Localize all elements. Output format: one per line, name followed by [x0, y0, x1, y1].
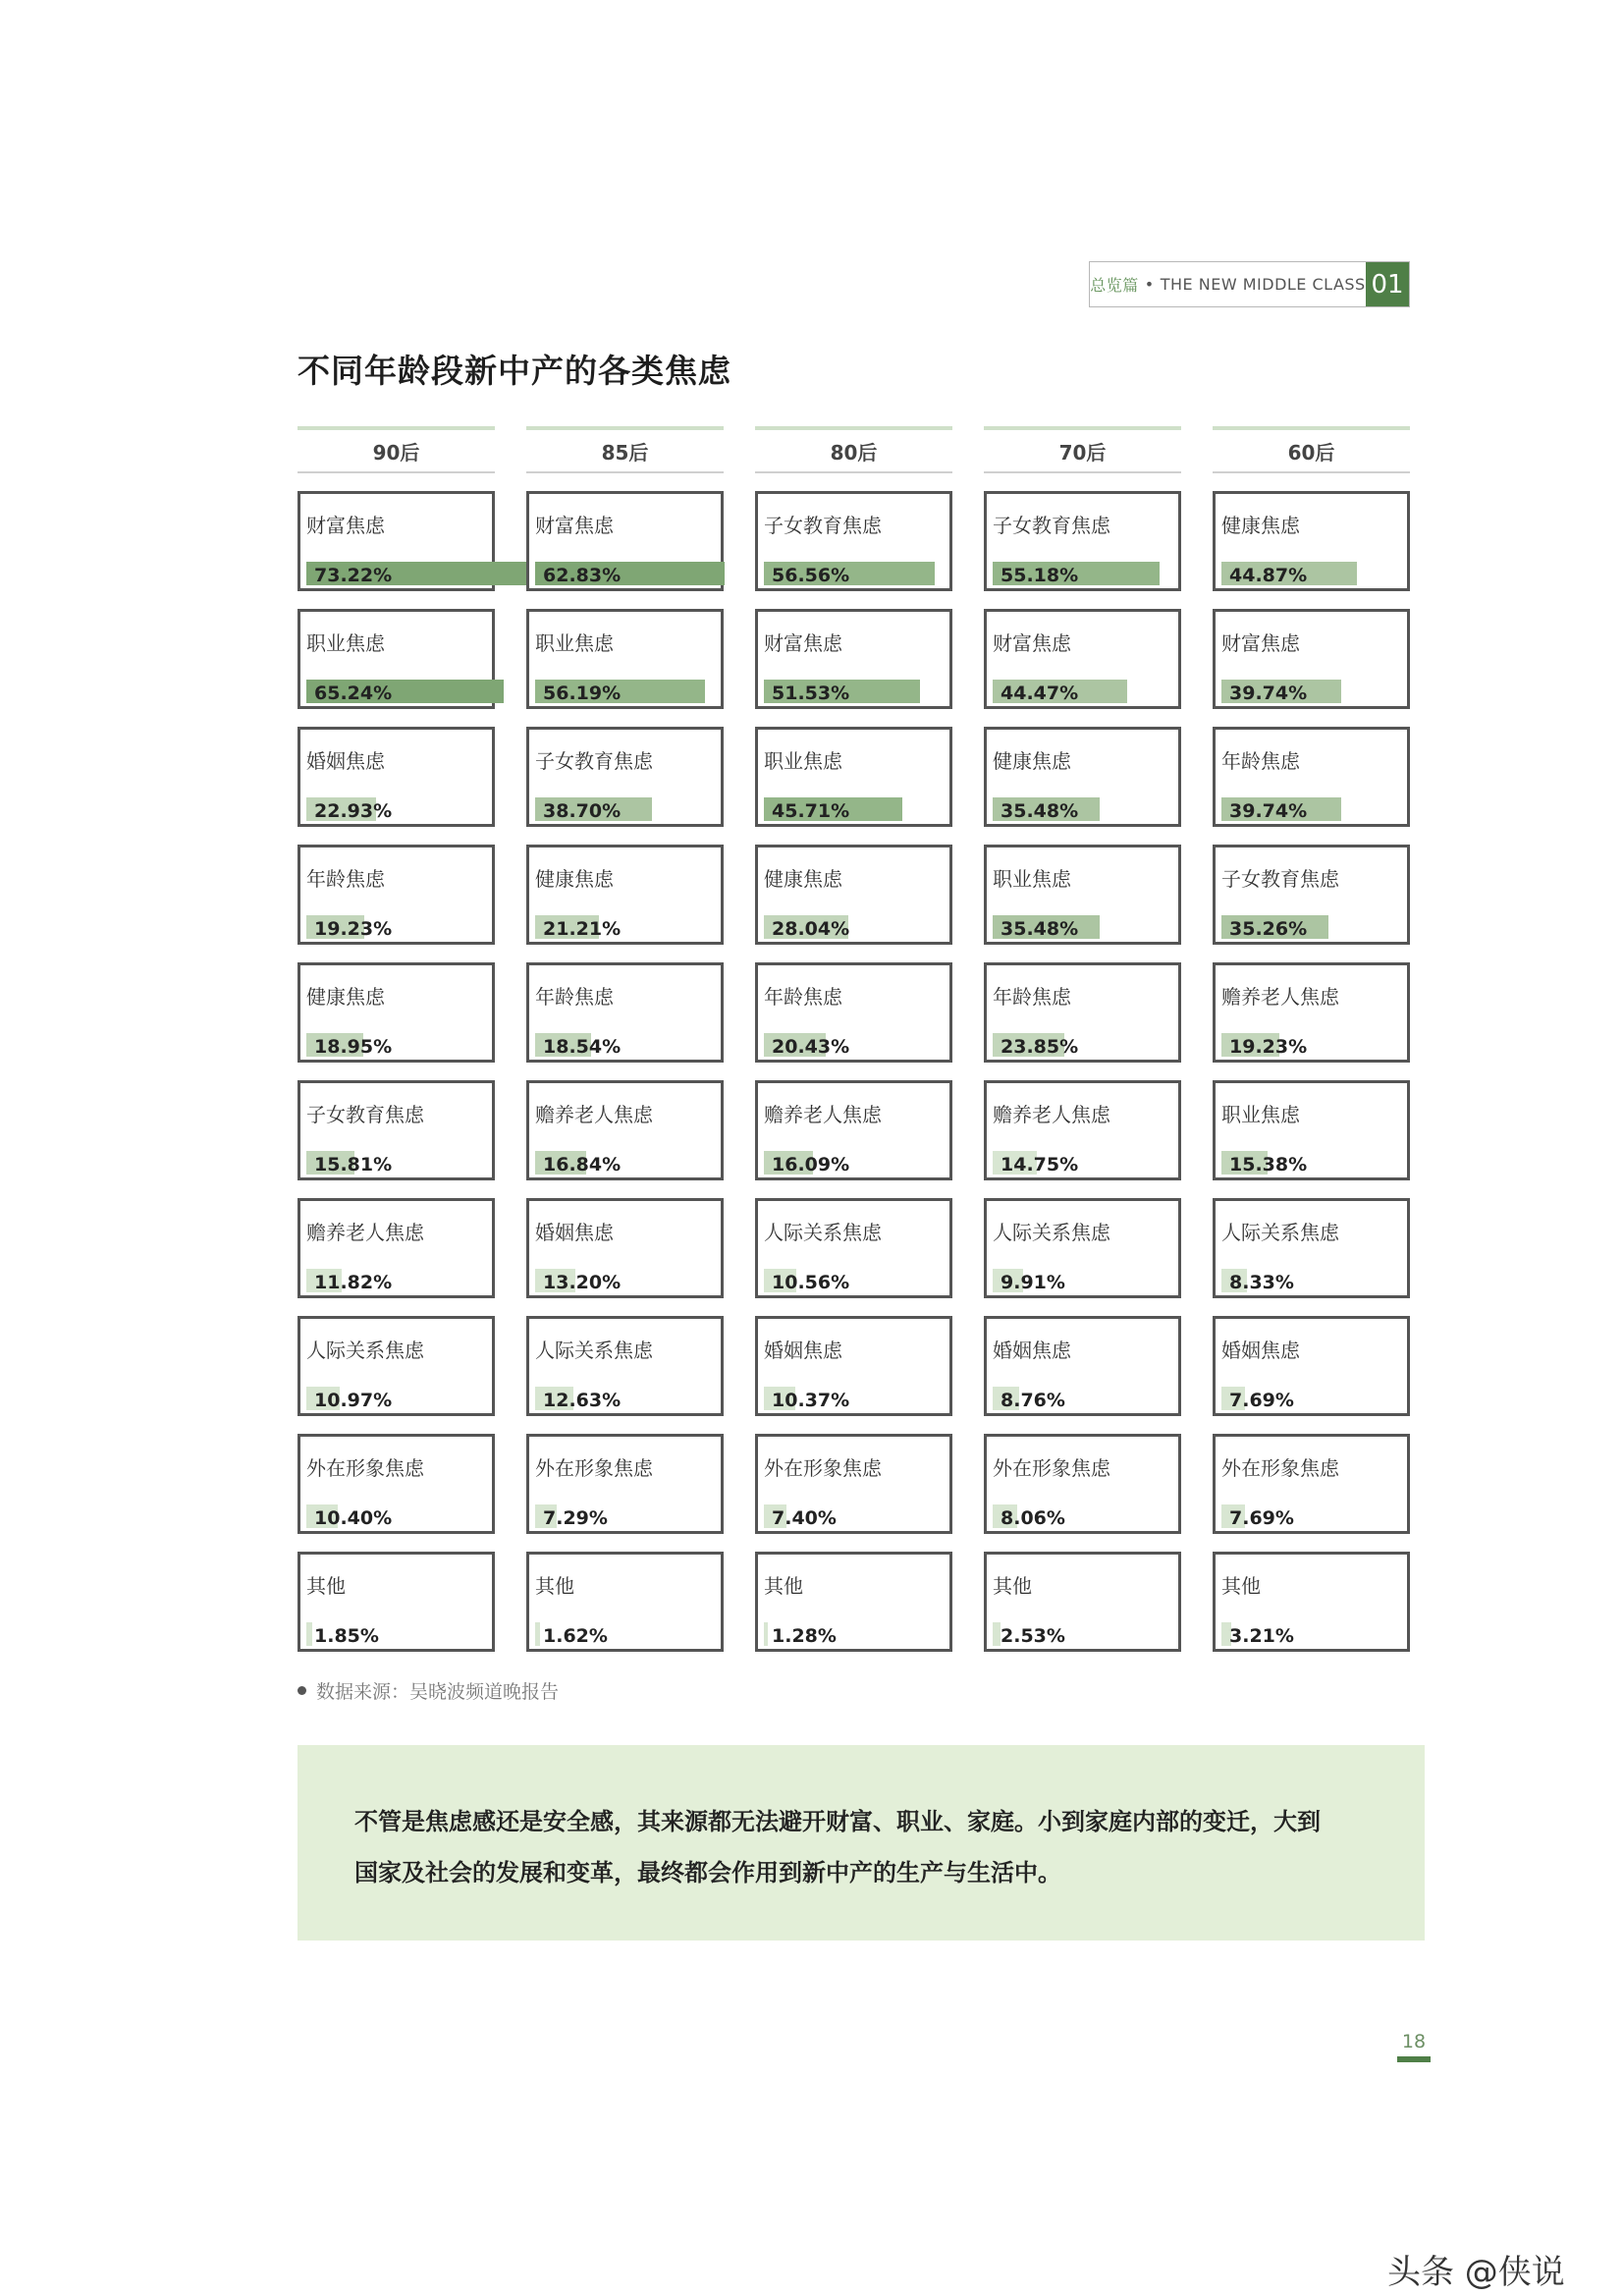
percentage-value: 14.75% [1001, 1154, 1079, 1175]
summary-box [298, 1745, 1425, 1941]
anxiety-label: 婚姻焦虑 [993, 1339, 1071, 1362]
percentage-value: 16.09% [772, 1154, 850, 1175]
anxiety-card [298, 1316, 495, 1416]
anxiety-card [298, 1552, 495, 1652]
anxiety-label: 赡养老人焦虑 [1221, 985, 1339, 1009]
section-subtitle: THE NEW MIDDLE CLASS [1160, 275, 1366, 294]
section-name: 总览篇 [1090, 276, 1139, 295]
anxiety-card [755, 845, 952, 945]
anxiety-label: 赡养老人焦虑 [535, 1103, 653, 1126]
anxiety-card [984, 727, 1181, 827]
anxiety-label: 年龄焦虑 [764, 985, 842, 1009]
percentage-value: 16.84% [543, 1154, 622, 1175]
anxiety-card [755, 1316, 952, 1416]
percentage-value: 19.23% [314, 918, 393, 940]
anxiety-card [526, 491, 724, 591]
percentage-value: 13.20% [543, 1272, 622, 1293]
anxiety-card [755, 491, 952, 591]
chapter-number: 01 [1366, 262, 1409, 306]
anxiety-card [1213, 1552, 1410, 1652]
percentage-value: 45.71% [772, 800, 850, 822]
percentage-value: 38.70% [543, 800, 622, 822]
anxiety-label: 其他 [535, 1574, 574, 1598]
percentage-value: 20.43% [772, 1036, 850, 1058]
percentage-value: 65.24% [314, 683, 393, 704]
anxiety-card [526, 845, 724, 945]
anxiety-label: 其他 [306, 1574, 346, 1598]
anxiety-card [1213, 962, 1410, 1063]
anxiety-label: 外在形象焦虑 [764, 1456, 882, 1480]
anxiety-label: 人际关系焦虑 [1221, 1221, 1339, 1244]
anxiety-card [526, 1552, 724, 1652]
percentage-value: 7.29% [543, 1507, 608, 1529]
anxiety-card [755, 609, 952, 709]
anxiety-card [298, 609, 495, 709]
percentage-value: 56.56% [772, 565, 850, 586]
percentage-bar [306, 1622, 312, 1646]
anxiety-card [298, 845, 495, 945]
percentage-value: 21.21% [543, 918, 622, 940]
anxiety-card [298, 1434, 495, 1534]
anxiety-label: 外在形象焦虑 [1221, 1456, 1339, 1480]
percentage-value: 10.37% [772, 1390, 850, 1411]
bullet-icon [298, 1686, 306, 1695]
percentage-bar [764, 1622, 768, 1646]
percentage-value: 7.40% [772, 1507, 837, 1529]
anxiety-label: 子女教育焦虑 [1221, 867, 1339, 891]
column-header: 60后 [1213, 426, 1410, 473]
anxiety-card [298, 1080, 495, 1180]
anxiety-label: 子女教育焦虑 [764, 514, 882, 537]
anxiety-label: 其他 [993, 1574, 1032, 1598]
anxiety-card [1213, 491, 1410, 591]
summary-line-1: 不管是焦虑感还是安全感，其来源都无法避开财富、职业、家庭。小到家庭内部的变迁，大到 [354, 1808, 1321, 1835]
anxiety-card [526, 962, 724, 1063]
anxiety-label: 赡养老人焦虑 [306, 1221, 424, 1244]
anxiety-card [526, 609, 724, 709]
anxiety-card [1213, 727, 1410, 827]
anxiety-card [526, 727, 724, 827]
percentage-value: 39.74% [1229, 683, 1308, 704]
anxiety-label: 外在形象焦虑 [535, 1456, 653, 1480]
anxiety-label: 年龄焦虑 [535, 985, 614, 1009]
anxiety-card [1213, 845, 1410, 945]
anxiety-card [526, 1080, 724, 1180]
percentage-value: 8.76% [1001, 1390, 1065, 1411]
anxiety-label: 年龄焦虑 [306, 867, 385, 891]
percentage-value: 18.54% [543, 1036, 622, 1058]
percentage-value: 62.83% [543, 565, 622, 586]
anxiety-card [984, 1552, 1181, 1652]
anxiety-label: 财富焦虑 [764, 631, 842, 655]
anxiety-label: 外在形象焦虑 [306, 1456, 424, 1480]
anxiety-label: 财富焦虑 [306, 514, 385, 537]
anxiety-label: 职业焦虑 [764, 749, 842, 773]
anxiety-card [1213, 1080, 1410, 1180]
percentage-value: 3.21% [1229, 1625, 1294, 1647]
page-title: 不同年龄段新中产的各类焦虑 [298, 352, 731, 390]
anxiety-label: 财富焦虑 [535, 514, 614, 537]
percentage-value: 1.85% [314, 1625, 379, 1647]
percentage-value: 8.06% [1001, 1507, 1065, 1529]
percentage-bar [535, 1622, 540, 1646]
anxiety-label: 健康焦虑 [306, 985, 385, 1009]
anxiety-card [984, 1316, 1181, 1416]
percentage-value: 2.53% [1001, 1625, 1065, 1647]
anxiety-label: 健康焦虑 [764, 867, 842, 891]
anxiety-label: 健康焦虑 [535, 867, 614, 891]
summary-line-2: 国家及社会的发展和变革，最终都会作用到新中产的生产与生活中。 [354, 1859, 1061, 1886]
percentage-value: 39.74% [1229, 800, 1308, 822]
percentage-value: 35.26% [1229, 918, 1308, 940]
anxiety-card [298, 491, 495, 591]
percentage-value: 51.53% [772, 683, 850, 704]
anxiety-label: 人际关系焦虑 [306, 1339, 424, 1362]
anxiety-card [984, 1198, 1181, 1298]
anxiety-label: 职业焦虑 [535, 631, 614, 655]
anxiety-label: 健康焦虑 [993, 749, 1071, 773]
anxiety-label: 婚姻焦虑 [306, 749, 385, 773]
anxiety-label: 人际关系焦虑 [764, 1221, 882, 1244]
anxiety-card [984, 845, 1181, 945]
anxiety-label: 年龄焦虑 [993, 985, 1071, 1009]
percentage-value: 73.22% [314, 565, 393, 586]
page-number: 18 [1401, 2031, 1427, 2052]
anxiety-card [298, 1198, 495, 1298]
anxiety-label: 婚姻焦虑 [764, 1339, 842, 1362]
anxiety-card [984, 962, 1181, 1063]
anxiety-card [755, 1434, 952, 1534]
percentage-value: 1.28% [772, 1625, 837, 1647]
anxiety-card [1213, 1434, 1410, 1534]
percentage-value: 44.87% [1229, 565, 1308, 586]
anxiety-card [1213, 609, 1410, 709]
source-note [298, 1677, 559, 1704]
percentage-value: 1.62% [543, 1625, 608, 1647]
anxiety-label: 赡养老人焦虑 [764, 1103, 882, 1126]
anxiety-card [1213, 1316, 1410, 1416]
anxiety-card [755, 727, 952, 827]
percentage-value: 55.18% [1001, 565, 1079, 586]
percentage-value: 35.48% [1001, 800, 1079, 822]
anxiety-label: 婚姻焦虑 [1221, 1339, 1300, 1362]
anxiety-label: 人际关系焦虑 [993, 1221, 1110, 1244]
anxiety-label: 人际关系焦虑 [535, 1339, 653, 1362]
percentage-bar [993, 1622, 1001, 1646]
anxiety-card [984, 609, 1181, 709]
percentage-value: 56.19% [543, 683, 622, 704]
percentage-value: 28.04% [772, 918, 850, 940]
column-header: 80后 [755, 426, 952, 473]
anxiety-label: 财富焦虑 [1221, 631, 1300, 655]
anxiety-label: 子女教育焦虑 [535, 749, 653, 773]
anxiety-label: 其他 [1221, 1574, 1261, 1598]
percentage-value: 44.47% [1001, 683, 1079, 704]
anxiety-card [298, 727, 495, 827]
watermark: 头条 @侠说 [1387, 2253, 1565, 2292]
percentage-value: 15.38% [1229, 1154, 1308, 1175]
anxiety-label: 子女教育焦虑 [993, 514, 1110, 537]
percentage-value: 18.95% [314, 1036, 393, 1058]
anxiety-card [755, 1080, 952, 1180]
anxiety-label: 年龄焦虑 [1221, 749, 1300, 773]
percentage-value: 22.93% [314, 800, 393, 822]
anxiety-label: 财富焦虑 [993, 631, 1071, 655]
percentage-value: 8.33% [1229, 1272, 1294, 1293]
anxiety-card [526, 1316, 724, 1416]
anxiety-label: 外在形象焦虑 [993, 1456, 1110, 1480]
anxiety-card [526, 1434, 724, 1534]
percentage-value: 35.48% [1001, 918, 1079, 940]
anxiety-label: 婚姻焦虑 [535, 1221, 614, 1244]
anxiety-label: 赡养老人焦虑 [993, 1103, 1110, 1126]
percentage-value: 12.63% [543, 1390, 622, 1411]
anxiety-label: 其他 [764, 1574, 803, 1598]
percentage-value: 10.97% [314, 1390, 393, 1411]
column-header: 70后 [984, 426, 1181, 473]
anxiety-card [984, 1080, 1181, 1180]
section-header-tag [1089, 261, 1410, 307]
column-header: 90后 [298, 426, 495, 473]
percentage-value: 10.40% [314, 1507, 393, 1529]
anxiety-label: 职业焦虑 [1221, 1103, 1300, 1126]
anxiety-label: 职业焦虑 [306, 631, 385, 655]
page-number-underline [1397, 2056, 1431, 2062]
anxiety-card [755, 962, 952, 1063]
percentage-value: 23.85% [1001, 1036, 1079, 1058]
section-separator: • [1144, 275, 1155, 294]
anxiety-label: 子女教育焦虑 [306, 1103, 424, 1126]
percentage-value: 10.56% [772, 1272, 850, 1293]
anxiety-label: 健康焦虑 [1221, 514, 1300, 537]
percentage-value: 9.91% [1001, 1272, 1065, 1293]
percentage-value: 7.69% [1229, 1390, 1294, 1411]
anxiety-card [298, 962, 495, 1063]
column-header: 85后 [526, 426, 724, 473]
percentage-value: 11.82% [314, 1272, 393, 1293]
anxiety-card [984, 1434, 1181, 1534]
section-header-text [1090, 262, 1366, 306]
percentage-value: 19.23% [1229, 1036, 1308, 1058]
anxiety-card [755, 1552, 952, 1652]
percentage-value: 7.69% [1229, 1507, 1294, 1529]
anxiety-card [984, 491, 1181, 591]
anxiety-card [526, 1198, 724, 1298]
anxiety-card [1213, 1198, 1410, 1298]
anxiety-label: 职业焦虑 [993, 867, 1071, 891]
anxiety-card [755, 1198, 952, 1298]
source-text: 数据来源：吴晓波频道晚报告 [316, 1681, 560, 1703]
percentage-value: 15.81% [314, 1154, 393, 1175]
